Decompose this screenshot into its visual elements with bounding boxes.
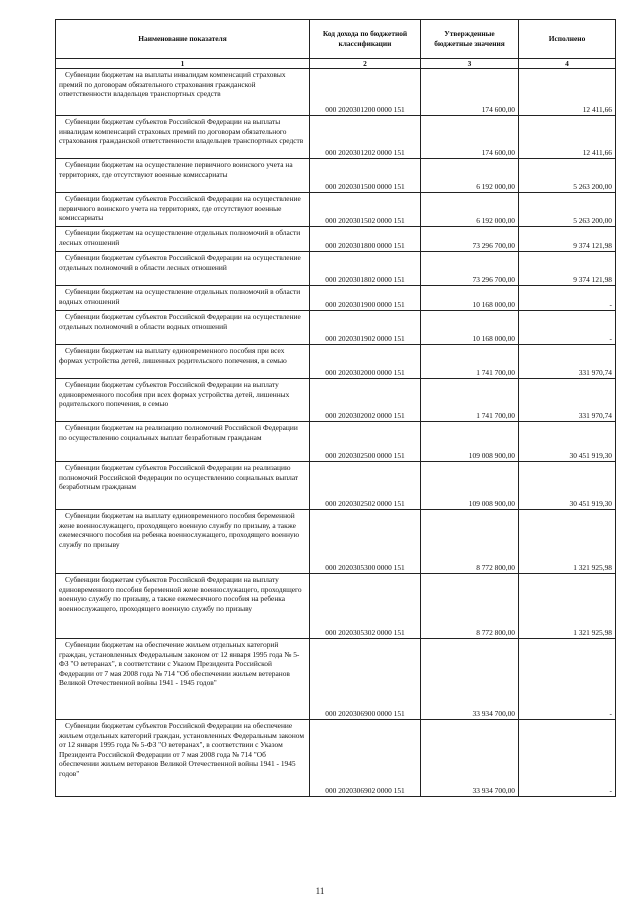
row-approved-amount: 109 008 900,00 — [421, 462, 519, 510]
row-income-code: 000 2020302000 0000 151 — [310, 345, 421, 379]
row-name: Субвенции бюджетам субъектов Российской Федерации на выплаты инвалидам компенсаций страховых премий по договорам обязательного страхования гражданской ответственности владельцев транспортных средств — [56, 116, 310, 159]
row-name: Субвенции бюджетам на выплату единовременного пособия беременной жене военнослужащего, проходящего военную службу по призыву, а также ежемесячного пособия на ребенка военнослужащего, проходящего военную службу по призыву — [56, 510, 310, 574]
table-row — [56, 379, 616, 422]
table-row — [56, 311, 616, 345]
row-name: Субвенции бюджетам субъектов Российской Федерации на осуществление первичного воинского учета на территориях, где отсутствуют военные комиссариаты — [56, 193, 310, 227]
row-approved-amount: 8 772 800,00 — [421, 574, 519, 639]
row-income-code: 000 2020306900 0000 151 — [310, 639, 421, 720]
column-number: 4 — [519, 59, 616, 69]
table-row — [56, 345, 616, 379]
table-row — [56, 193, 616, 227]
header-approved-values: Утвержденные бюджетные значения — [421, 20, 519, 59]
row-income-code: 000 2020301902 0000 151 — [310, 311, 421, 345]
row-executed-amount: 9 374 121,98 — [519, 252, 616, 286]
table-header-row — [56, 20, 616, 59]
row-name: Субвенции бюджетам на выплату единовременного пособия при всех формах устройства детей, лишенных родительского попечения, в семью — [56, 345, 310, 379]
row-name: Субвенции бюджетам на выплаты инвалидам компенсаций страховых премий по договорам обязательного страхования гражданской ответственности владельцев транспортных средств — [56, 69, 310, 116]
row-approved-amount: 109 008 900,00 — [421, 422, 519, 462]
row-approved-amount: 6 192 000,00 — [421, 193, 519, 227]
row-executed-amount: 331 970,74 — [519, 379, 616, 422]
table-row — [56, 422, 616, 462]
row-income-code: 000 2020302502 0000 151 — [310, 462, 421, 510]
column-number-row — [56, 59, 616, 69]
row-name: Субвенции бюджетам субъектов Российской Федерации на выплату единовременного пособия беременной жене военнослужащего, проходящего военную службу по призыву, а также ежемесячного пособия на ребенка военнослужащего, проходящего военную службу по призыву — [56, 574, 310, 639]
header-income-code: Код дохода по бюджетной классификации — [310, 20, 421, 59]
row-executed-amount: 30 451 919,30 — [519, 462, 616, 510]
row-name: Субвенции бюджетам на осуществление отдельных полномочий в области водных отношений — [56, 286, 310, 311]
row-approved-amount: 1 741 700,00 — [421, 379, 519, 422]
row-approved-amount: 73 296 700,00 — [421, 252, 519, 286]
row-executed-amount: - — [519, 286, 616, 311]
row-income-code: 000 2020306902 0000 151 — [310, 720, 421, 797]
row-executed-amount: 5 263 200,00 — [519, 193, 616, 227]
row-name: Субвенции бюджетам субъектов Российской Федерации на осуществление отдельных полномочий в области лесных отношений — [56, 252, 310, 286]
row-executed-amount: 12 411,66 — [519, 116, 616, 159]
row-approved-amount: 10 168 000,00 — [421, 286, 519, 311]
row-executed-amount: - — [519, 311, 616, 345]
table-row — [56, 286, 616, 311]
row-executed-amount: 331 970,74 — [519, 345, 616, 379]
row-approved-amount: 10 168 000,00 — [421, 311, 519, 345]
row-approved-amount: 8 772 800,00 — [421, 510, 519, 574]
table-row — [56, 159, 616, 193]
table-row — [56, 462, 616, 510]
row-income-code: 000 2020305300 0000 151 — [310, 510, 421, 574]
row-name: Субвенции бюджетам на обеспечение жильем отдельных категорий граждан, установленных Федеральным законом от 12 января 1995 года № 5-ФЗ "О ветеранах", в соответствии с Указом Президента Российской Федерации от 7 мая 2008 года № 714 "Об обеспечении жильем ветеранов Великой Отечественной войны 1941 - 1945 годов" — [56, 639, 310, 720]
table-row — [56, 720, 616, 797]
row-name: Субвенции бюджетам на осуществление первичного воинского учета на территориях, где отсутствуют военные комиссариаты — [56, 159, 310, 193]
row-name: Субвенции бюджетам субъектов Российской Федерации на выплату единовременного пособия при всех формах устройства детей, лишенных родительского попечения, в семью — [56, 379, 310, 422]
table-row — [56, 574, 616, 639]
row-income-code: 000 2020302500 0000 151 — [310, 422, 421, 462]
row-income-code: 000 2020301500 0000 151 — [310, 159, 421, 193]
table-row — [56, 116, 616, 159]
row-executed-amount: - — [519, 720, 616, 797]
row-income-code: 000 2020301202 0000 151 — [310, 116, 421, 159]
row-approved-amount: 1 741 700,00 — [421, 345, 519, 379]
row-name: Субвенции бюджетам субъектов Российской Федерации на реализацию полномочий Российской Федерации по осуществлению социальных выплат безработным гражданам — [56, 462, 310, 510]
row-executed-amount: 12 411,66 — [519, 69, 616, 116]
column-number: 2 — [310, 59, 421, 69]
page-number: 11 — [315, 886, 325, 896]
row-approved-amount: 174 600,00 — [421, 69, 519, 116]
row-income-code: 000 2020301200 0000 151 — [310, 69, 421, 116]
row-approved-amount: 33 934 700,00 — [421, 639, 519, 720]
row-income-code: 000 2020302002 0000 151 — [310, 379, 421, 422]
header-indicator-name: Наименование показателя — [56, 20, 310, 59]
row-name: Субвенции бюджетам на осуществление отдельных полномочий в области лесных отношений — [56, 227, 310, 252]
row-approved-amount: 6 192 000,00 — [421, 159, 519, 193]
row-approved-amount: 73 296 700,00 — [421, 227, 519, 252]
row-executed-amount: 5 263 200,00 — [519, 159, 616, 193]
row-income-code: 000 2020301900 0000 151 — [310, 286, 421, 311]
row-approved-amount: 33 934 700,00 — [421, 720, 519, 797]
table-row — [56, 227, 616, 252]
budget-table — [55, 19, 616, 797]
row-name: Субвенции бюджетам субъектов Российской Федерации на осуществление отдельных полномочий в области водных отношений — [56, 311, 310, 345]
table-row — [56, 252, 616, 286]
row-name: Субвенции бюджетам на реализацию полномочий Российской Федерации по осуществлению социальных выплат безработным гражданам — [56, 422, 310, 462]
row-income-code: 000 2020305302 0000 151 — [310, 574, 421, 639]
header-executed: Исполнено — [519, 20, 616, 59]
row-executed-amount: - — [519, 639, 616, 720]
table-row — [56, 639, 616, 720]
row-executed-amount: 1 321 925,98 — [519, 510, 616, 574]
column-number: 3 — [421, 59, 519, 69]
row-approved-amount: 174 600,00 — [421, 116, 519, 159]
row-income-code: 000 2020301802 0000 151 — [310, 252, 421, 286]
row-name: Субвенции бюджетам субъектов Российской Федерации на обеспечение жильем отдельных категорий граждан, установленных Федеральным законом от 12 января 1995 года № 5-ФЗ "О ветеранах", в соответствии с Указом Президента Российской Федерации от 7 мая 2008 года № 714 "Об обеспечении жильем ветеранов Великой Отечественной войны 1941 - 1945 годов" — [56, 720, 310, 797]
table-row — [56, 69, 616, 116]
column-number: 1 — [56, 59, 310, 69]
row-executed-amount: 1 321 925,98 — [519, 574, 616, 639]
table-row — [56, 510, 616, 574]
row-income-code: 000 2020301502 0000 151 — [310, 193, 421, 227]
row-income-code: 000 2020301800 0000 151 — [310, 227, 421, 252]
row-executed-amount: 9 374 121,98 — [519, 227, 616, 252]
row-executed-amount: 30 451 919,30 — [519, 422, 616, 462]
